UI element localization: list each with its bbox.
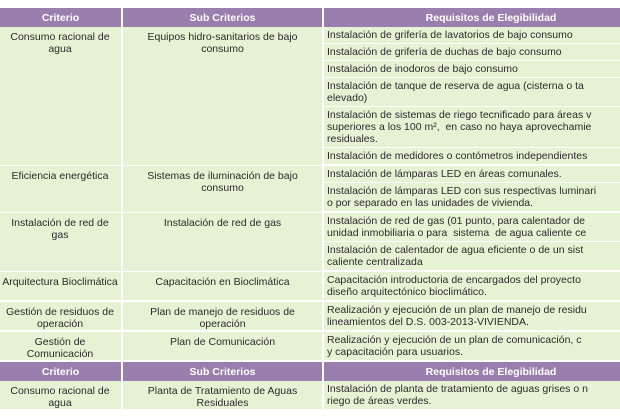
sub-criterio-cell: Equipos hidro-sanitarios de bajo consumo (122, 27, 323, 165)
header-row (0, 8, 620, 27)
table-row (0, 381, 620, 410)
header-requisitos: Requisitos de Elegibilidad (323, 362, 620, 381)
header-sub-criterios: Sub Criterios (122, 362, 323, 381)
water-treatment-table (0, 362, 620, 410)
sub-criterio-cell: Plan de manejo de residuos de operación (122, 301, 323, 331)
requisito-cell: Capacitación introductoria de encargados del proyecto diseño arquitectónico bioclimático. (323, 271, 620, 301)
header-criterio: Criterio (0, 8, 122, 27)
sub-criterio-cell: Capacitación en Bioclimática (122, 271, 323, 301)
table-row (0, 165, 620, 183)
table-row (0, 331, 620, 361)
sub-criterio-cell: Sistemas de iluminación de bajo consumo (122, 165, 323, 212)
criterio-cell: Gestión de residuos de operación (0, 301, 122, 331)
criterio-cell: Arquitectura Bioclimática (0, 271, 122, 301)
criterio-cell: Eficiencia energética (0, 165, 122, 212)
table-row (0, 301, 620, 331)
header-sub-criterios: Sub Criterios (122, 8, 323, 27)
sub-criterio-cell: Instalación de red de gas (122, 212, 323, 271)
header-criterio: Criterio (0, 362, 122, 381)
requisito-cell: Instalación de calentador de agua eficiente o de un sist caliente centralizada (323, 242, 620, 272)
requisito-cell: Instalación de grifería de duchas de bajo consumo (323, 44, 620, 61)
requisito-cell: Instalación de tanque de reserva de agua (cisterna o ta elevado) (323, 78, 620, 107)
table-row (0, 27, 620, 44)
criterio-cell: Consumo racional de agua (0, 381, 122, 410)
criterio-cell: Consumo racional de agua (0, 27, 122, 165)
requisito-cell: Instalación de lámparas LED con sus respectivas luminari o por separado en las unidades de vivienda. (323, 183, 620, 213)
requisito-cell: Instalación de sistemas de riego tecnificado para áreas v superiores a los 100 m², en caso no haya aprovechamie residuales. (323, 107, 620, 148)
header-row (0, 362, 620, 381)
requisito-cell: Instalación de grifería de lavatorios de bajo consumo (323, 27, 620, 44)
table-row (0, 212, 620, 242)
requisito-cell: Instalación de medidores o contómetros independientes (323, 148, 620, 166)
table-row (0, 271, 620, 301)
eligibility-table (0, 8, 620, 361)
sub-criterio-cell: Plan de Comunicación (122, 331, 323, 361)
criterio-cell: Instalación de red de gas (0, 212, 122, 271)
requisito-cell: Realización y ejecución de un plan de comunicación, c y capacitación para usuarios. (323, 331, 620, 361)
requisito-cell: Instalación de lámparas LED en áreas comunales. (323, 165, 620, 183)
header-requisitos: Requisitos de Elegibilidad (323, 8, 620, 27)
requisito-cell: Instalación de inodoros de bajo consumo (323, 61, 620, 78)
requisito-cell: Instalación de planta de tratamiento de aguas grises o n riego de áreas verdes. (323, 381, 620, 410)
requisito-cell: Realización y ejecución de un plan de manejo de residu lineamientos del D.S. 003-2013-VIVIENDA. (323, 301, 620, 331)
sub-criterio-cell: Planta de Tratamiento de Aguas Residuales (122, 381, 323, 410)
criterio-cell: Gestión de Comunicación (0, 331, 122, 361)
requisito-cell: Instalación de red de gas (01 punto, para calentador de unidad inmobiliaria o para sistema de agua caliente ce (323, 212, 620, 242)
